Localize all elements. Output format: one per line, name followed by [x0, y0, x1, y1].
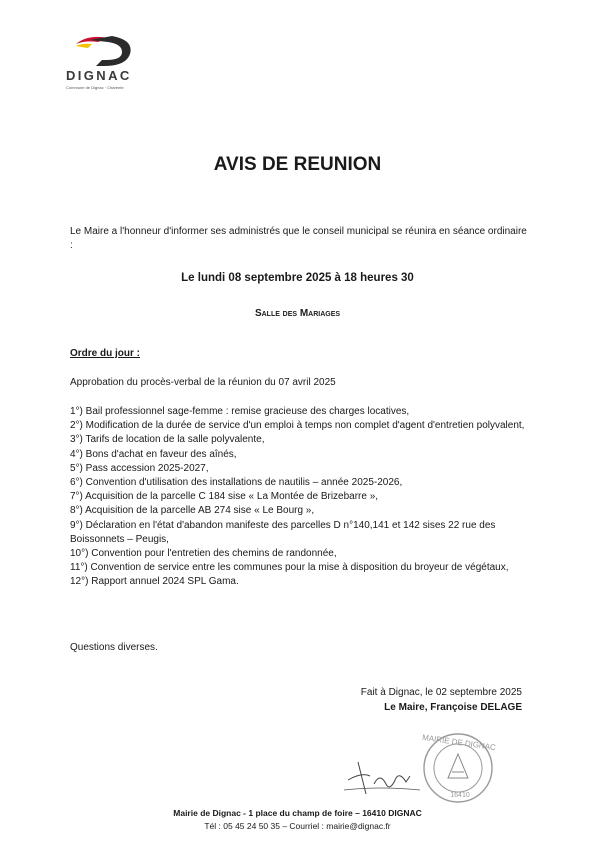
agenda-item: 12°) Rapport annuel 2024 SPL Gama.: [70, 576, 239, 588]
agenda-item: 8°) Acquisition de la parcelle AB 274 sise « Le Bourg »,: [70, 505, 315, 517]
agenda-list: [70, 405, 530, 590]
footer-address: Mairie de Dignac - 1 place du champ de foire – 16410 DIGNAC: [173, 808, 422, 818]
agenda-item: 7°) Acquisition de la parcelle C 184 sise « La Montée de Brizebarre »,: [70, 491, 379, 503]
agenda-item: 10°) Convention pour l'entretien des chemins de randonnée,: [70, 548, 337, 560]
stamp-text: MAIRIE DE DIGNAC: [421, 732, 497, 753]
agenda-item: 11°) Convention de service entre les communes pour la mise à disposition du broyeur de végétaux,: [70, 562, 509, 574]
stamp-code: 16410: [450, 792, 470, 799]
place-date: Fait à Dignac, le 02 septembre 2025: [360, 687, 522, 698]
agenda-item: 5°) Pass accession 2025-2027,: [70, 462, 209, 474]
intro-paragraph: Le Maire a l'honneur d'informer ses administrés que le conseil municipal se réunira en séance ordinaire :: [70, 226, 527, 251]
agenda-heading: Ordre du jour :: [70, 348, 140, 359]
agenda-item: 2°) Modification de la durée de service d'un emploi à temps non complet d'agent d'entretien polyvalent,: [70, 420, 525, 432]
meeting-room: Salle des Mariages: [254, 308, 341, 319]
brand-name: DIGNAC: [66, 68, 132, 83]
commune-logo: [62, 34, 152, 96]
agenda-item: 1°) Bail professionnel sage-femme : remise gracieuse des charges locatives,: [70, 406, 410, 417]
dignac-logo-mark-icon: [68, 34, 138, 68]
signature-block: [340, 732, 500, 807]
page-title: AVIS DE REUNION: [213, 154, 382, 175]
agenda-item: 6°) Convention d'utilisation des installations de nautilis – année 2025-2026,: [70, 477, 403, 489]
meeting-date: Le lundi 08 septembre 2025 à 18 heures 30: [181, 272, 414, 284]
agenda-item: 9°) Déclaration en l'état d'abandon manifeste des parcelles D n°140,141 et 142 sises 22 rue des Boissonnets – Peugis,: [70, 519, 496, 545]
footer-contact: Tél : 05 45 24 50 35 – Courriel : mairie@dignac.fr: [204, 821, 391, 831]
approbation-line: Approbation du procès-verbal de la réunion du 07 avril 2025: [70, 377, 336, 388]
signatory-name: Le Maire, Françoise DELAGE: [384, 702, 522, 713]
brand-subtitle: Commune de Dignac · Charente: [66, 85, 124, 90]
agenda-item: 3°) Tarifs de location de la salle polyvalente,: [70, 434, 265, 446]
agenda-item: 4°) Bons d'achat en faveur des aînés,: [70, 448, 237, 460]
questions-line: Questions diverses.: [70, 642, 158, 653]
